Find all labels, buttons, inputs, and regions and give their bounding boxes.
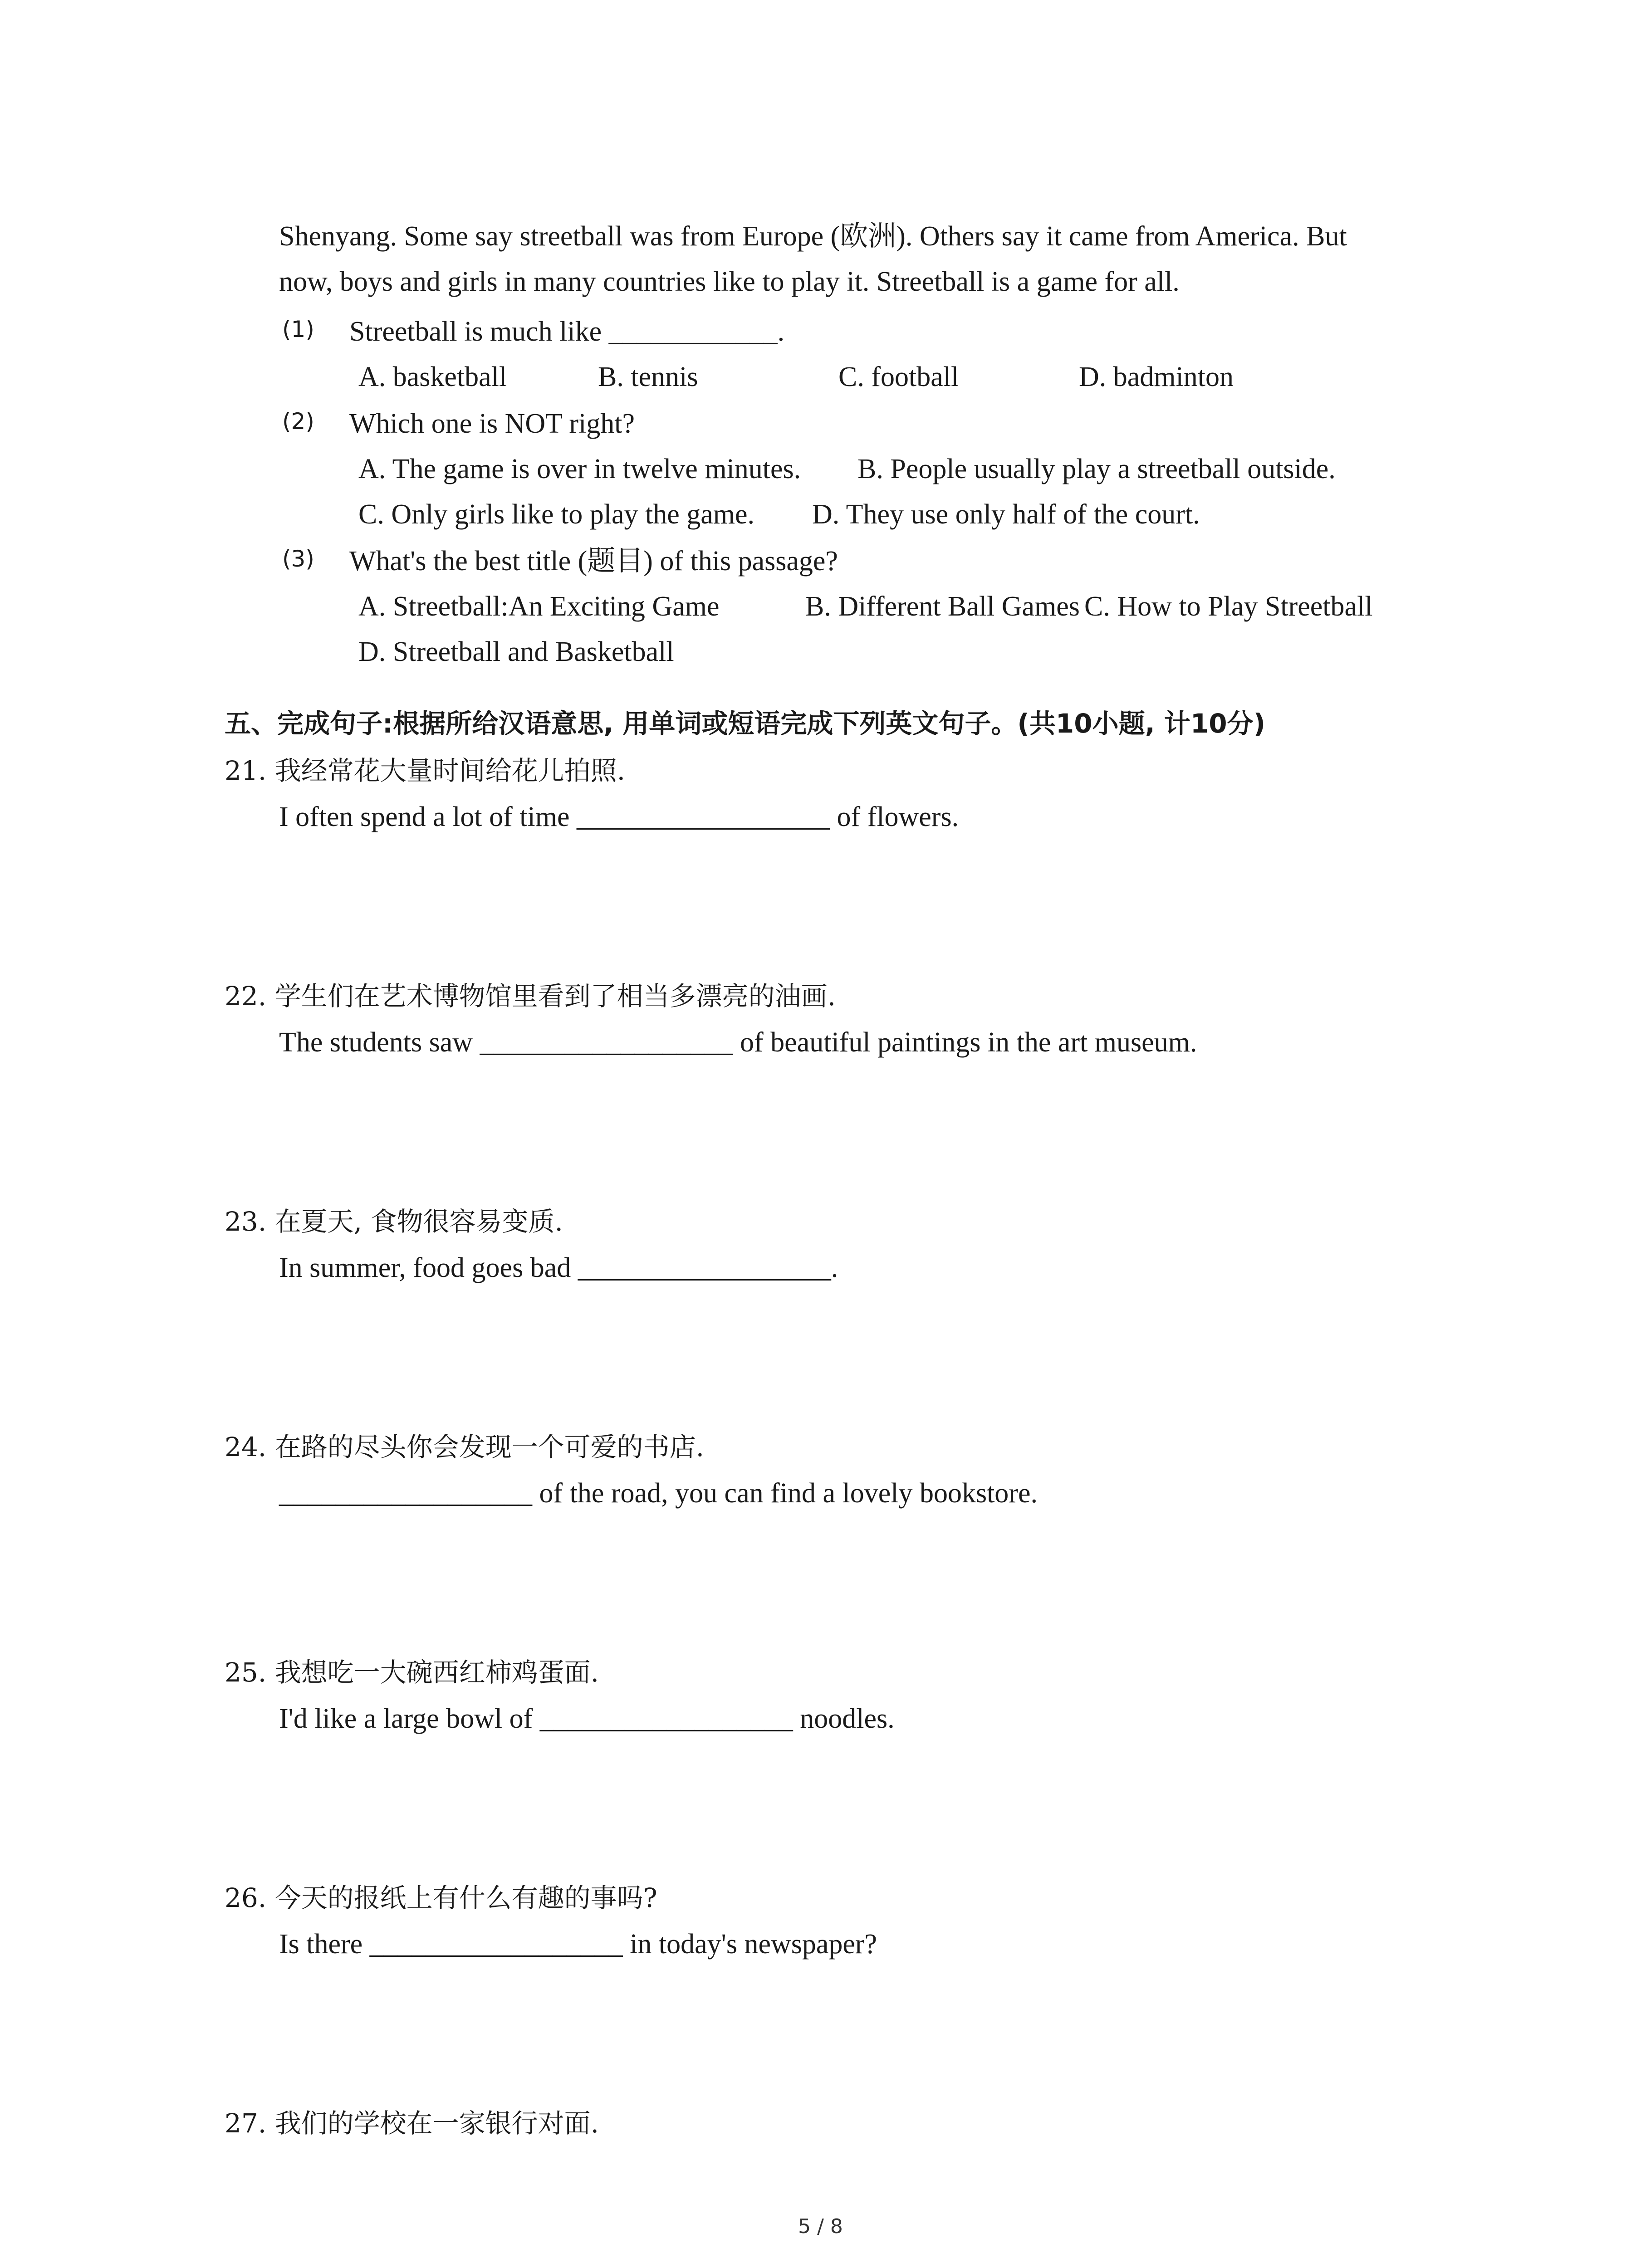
question-number: (2) <box>282 408 314 435</box>
option-b: B. Different Ball Games <box>805 591 1080 622</box>
sentence-answer-23: In summer, food goes bad __________________. <box>279 1252 838 1283</box>
question-option-d: D. Streetball and Basketball <box>358 636 674 667</box>
passage-line-1: Shenyang. Some say streetball was from Europe (欧洲). Others say it came from America. But <box>279 221 1347 252</box>
question-number: (3) <box>282 546 314 572</box>
page-number: 5 / 8 <box>798 2215 843 2238</box>
sentence-prompt-27: 27. 我们的学校在一家银行对面. <box>225 2108 599 2139</box>
sentence-answer-21: I often spend a lot of time __________________ of flowers. <box>279 802 959 832</box>
option-d: D. They use only half of the court. <box>812 499 1200 530</box>
option-b: B. tennis <box>598 362 698 392</box>
question-stem: Which one is NOT right? <box>349 408 635 439</box>
sentence-prompt-25: 25. 我想吃一大碗西红柿鸡蛋面. <box>225 1657 599 1688</box>
option-d: D. badminton <box>1079 362 1234 392</box>
question-number: (1) <box>282 316 314 342</box>
sentence-prompt-24: 24. 在路的尽头你会发现一个可爱的书店. <box>225 1432 705 1462</box>
sentence-answer-25: I'd like a large bowl of __________________ noodles. <box>279 1703 895 1734</box>
sentence-answer-22: The students saw __________________ of beautiful paintings in the art museum. <box>279 1027 1197 1058</box>
option-c: C. football <box>838 362 959 392</box>
option-b: B. People usually play a streetball outside. <box>857 454 1336 484</box>
section-title: 五、完成句子:根据所给汉语意思, 用单词或短语完成下列英文句子。(共10小题, 计10分) <box>225 708 1266 739</box>
sentence-prompt-26: 26. 今天的报纸上有什么有趣的事吗? <box>225 1882 657 1913</box>
sentence-prompt-22: 22. 学生们在艺术博物馆里看到了相当多漂亮的油画. <box>225 981 836 1012</box>
sentence-answer-26: Is there __________________ in today's newspaper? <box>279 1929 877 1960</box>
option-a: A. basketball <box>358 362 507 392</box>
sentence-answer-24: __________________ of the road, you can find a lovely bookstore. <box>279 1478 1038 1509</box>
option-c: C. Only girls like to play the game. <box>358 499 755 530</box>
question-stem: Streetball is much like ____________. <box>349 316 785 347</box>
sentence-prompt-23: 23. 在夏天, 食物很容易变质. <box>225 1206 563 1237</box>
option-a: A. The game is over in twelve minutes. <box>358 454 801 484</box>
passage-line-2: now, boys and girls in many countries like to play it. Streetball is a game for all. <box>279 266 1180 297</box>
option-c: C. How to Play Streetball <box>1084 591 1373 622</box>
question-stem: What's the best title (题目) of this passage? <box>349 546 838 577</box>
sentence-prompt-21: 21. 我经常花大量时间给花儿拍照. <box>225 755 626 786</box>
option-a: A. Streetball:An Exciting Game <box>358 591 720 622</box>
